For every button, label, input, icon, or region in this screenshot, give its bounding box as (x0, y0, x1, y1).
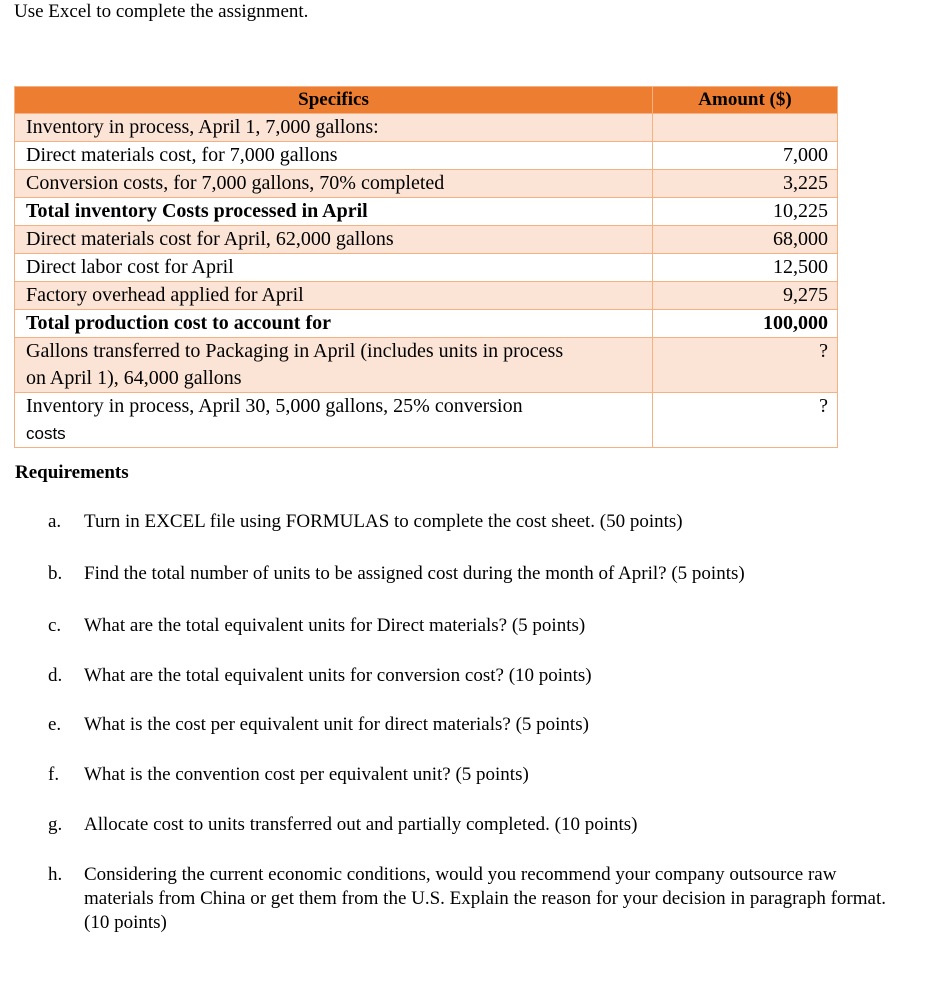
row-specific-line1: Inventory in process, April 30, 5,000 gallons, 25% conversion (26, 395, 523, 417)
table-row (15, 142, 838, 170)
row-specific: Factory overhead applied for April (15, 282, 653, 310)
requirement-label: g. (48, 814, 63, 835)
header-specifics: Specifics (15, 87, 653, 114)
requirement-text: Allocate cost to units transferred out and partially completed. (10 points) (84, 814, 638, 835)
header-amount: Amount ($) (653, 87, 838, 114)
row-specific-line2: costs (26, 424, 66, 443)
table-header-row (15, 87, 838, 114)
table-row (15, 114, 838, 142)
row-specific: Conversion costs, for 7,000 gallons, 70% completed (15, 170, 653, 198)
row-specific (15, 338, 653, 393)
row-amount: 10,225 (653, 198, 838, 226)
row-amount: ? (653, 338, 838, 393)
cost-table (14, 86, 838, 448)
row-specific (15, 393, 653, 448)
requirement-label: c. (48, 615, 62, 636)
assignment-instruction: Use Excel to complete the assignment. (14, 1, 309, 22)
row-amount: 9,275 (653, 282, 838, 310)
requirement-label: a. (48, 511, 62, 532)
requirement-label: h. (48, 864, 63, 885)
row-amount: 68,000 (653, 226, 838, 254)
row-amount: 3,225 (653, 170, 838, 198)
row-specific: Inventory in process, April 1, 7,000 gallons: (15, 114, 653, 142)
requirement-label: d. (48, 665, 63, 686)
requirement-text: Turn in EXCEL file using FORMULAS to complete the cost sheet. (50 points) (84, 511, 683, 532)
table-row (15, 170, 838, 198)
row-amount: 12,500 (653, 254, 838, 282)
row-specific: Direct materials cost for April, 62,000 gallons (15, 226, 653, 254)
table-row (15, 282, 838, 310)
row-specific: Total inventory Costs processed in April (15, 198, 653, 226)
requirement-text: What are the total equivalent units for conversion cost? (10 points) (84, 665, 592, 686)
requirement-text: Considering the current economic conditions, would you recommend your company outsource raw materials from China or get them from the U.S. Explain the reason for your decision in paragraph format. (10 points) (84, 864, 886, 933)
requirement-label: e. (48, 714, 62, 735)
table-row (15, 393, 838, 448)
row-amount: 7,000 (653, 142, 838, 170)
requirement-text: What is the cost per equivalent unit for direct materials? (5 points) (84, 714, 589, 735)
row-specific: Direct materials cost, for 7,000 gallons (15, 142, 653, 170)
requirements-heading: Requirements (15, 462, 129, 483)
requirement-label: f. (48, 764, 60, 785)
table-row (15, 198, 838, 226)
table-row (15, 310, 838, 338)
requirement-label: b. (48, 563, 63, 584)
row-specific-line2: on April 1), 64,000 gallons (26, 367, 242, 389)
requirement-text: Find the total number of units to be assigned cost during the month of April? (5 points) (84, 563, 745, 584)
row-amount: 100,000 (653, 310, 838, 338)
row-amount: ? (653, 393, 838, 448)
table-row (15, 254, 838, 282)
row-amount (653, 114, 838, 142)
table-row (15, 226, 838, 254)
row-specific-line1: Gallons transferred to Packaging in April (includes units in process (26, 340, 564, 362)
table-row (15, 338, 838, 393)
requirement-text: What are the total equivalent units for Direct materials? (5 points) (84, 615, 586, 636)
row-specific: Direct labor cost for April (15, 254, 653, 282)
row-specific: Total production cost to account for (15, 310, 653, 338)
requirement-text: What is the convention cost per equivalent unit? (5 points) (84, 764, 529, 785)
